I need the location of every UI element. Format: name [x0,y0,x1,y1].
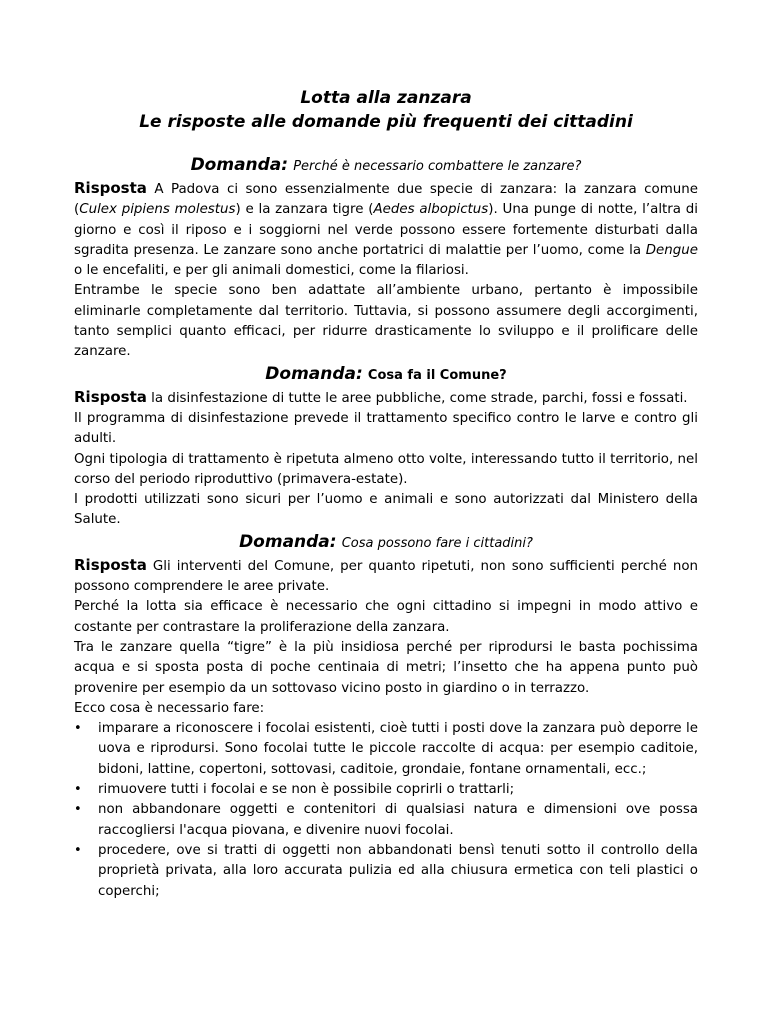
answer-2-paragraph-4: I prodotti utilizzati sono sicuri per l’uomo e animali e sono autorizzati dal Ministero della Salute. [74,492,698,528]
answer-label: Risposta [74,179,147,197]
list-item: • non abbandonare oggetti e contenitori di qualsiasi natura e dimensioni ove possa raccogliersi l'acqua piovana, e divenire nuovi focolai. [74,802,698,838]
answer-3-paragraph-2: Perché la lotta sia efficace è necessario che ogni cittadino si impegni in modo attivo e costante per contrastare la proliferazione della zanzara. [74,599,698,635]
answer-label: Risposta [74,555,147,574]
list-item: • imparare a riconoscere i focolai esistenti, cioè tutti i posti dove la zanzara può deporre le uova e riprodursi. Sono focolai tutte le piccole raccolte di acqua: per esempio caditoie, bidoni, lattine, copertoni, sottovasi, caditoie, grondaie, fontane ornamentali, ecc.; [74,721,698,777]
answer-2-paragraph-3: Ogni tipologia di trattamento è ripetuta almeno otto volte, interessando tutto il territorio, nel corso del periodo riproduttivo (primavera-estate). [74,451,698,487]
question-1 [74,154,698,178]
answer-3-paragraph-4: Ecco cosa è necessario fare: [74,700,265,716]
document-page [74,86,698,902]
title-line-2: Le risposte alle domande più frequenti dei cittadini [139,112,633,132]
question-label: Domanda: [265,363,363,384]
answer-2-paragraph-2: Il programma di disinfestazione prevede il trattamento specifico contro le larve e contro gli adulti. [74,410,698,447]
list-item: • rimuovere tutti i focolai e se non è possibile coprirli o trattarli; [74,780,698,800]
question-3 [74,531,698,555]
bullet-icon: • [74,842,82,858]
bullet-icon: • [74,782,82,798]
question-label: Domanda: [190,155,289,175]
title-line-1: Lotta alla zanzara [300,88,472,108]
answer-3-paragraph-1: Risposta Gli interventi del Comune, per quanto ripetuti, non sono sufficienti perché non possono comprendere le aree private. [74,555,698,595]
question-label: Domanda: [239,531,337,552]
question-text: Cosa fa il Comune? [367,367,507,383]
question-text: Perché è necessario combattere le zanzare? [293,159,582,174]
answer-2-paragraph-1: Risposta la disinfestazione di tutte le aree pubbliche, come strade, parchi, fossi e fossati. [74,387,688,406]
answer-label: Risposta [74,387,147,406]
answer-1-paragraph-2: Entrambe le specie sono ben adattate all’ambiente urbano, pertanto è impossibile eliminarle completamente dal territorio. Tuttavia, si possono assumere degli accorgimenti, tanto semplici quanto efficaci, per ridurre drasticamente lo sviluppo e il prolificare delle zanzare. [74,283,698,360]
bullet-icon: • [74,721,82,737]
bullet-icon: • [74,802,82,818]
question-text: Cosa possono fare i cittadini? [341,535,533,551]
answer-3-paragraph-3: Tra le zanzare quella “tigre” è la più insidiosa perché per riprodursi le basta pochissima acqua e si sposta posta di poche centinaia di metri; l’insetto che ha appena punto può provenire per esempio da un sottovaso vicino posto in giardino o in terrazzo. [74,639,698,696]
answer-1-paragraph-1: Risposta A Padova ci sono essenzialmente due specie di zanzara: la zanzara comune (Culex pipiens molestus) e la zanzara tigre (Aedes albopictus). Una punge di notte, l’altra di giorno e così il riposo e i soggiorni nel verde possono essere fortemente disturbati dalla sgradita presenza. Le zanzare sono anche portatrici di malattie per l’uomo, come la Dengue o le encefaliti, e per gli animali domestici, come la filariosi. [74,179,698,279]
question-2 [74,363,698,387]
todo-list [74,719,698,902]
list-item: • procedere, ove si tratti di oggetti non abbandonati bensì tenuti sotto il controllo della proprietà privata, alla loro accurata pulizia ed alla chiusura ermetica con teli plastici o coperchi; [74,842,698,899]
